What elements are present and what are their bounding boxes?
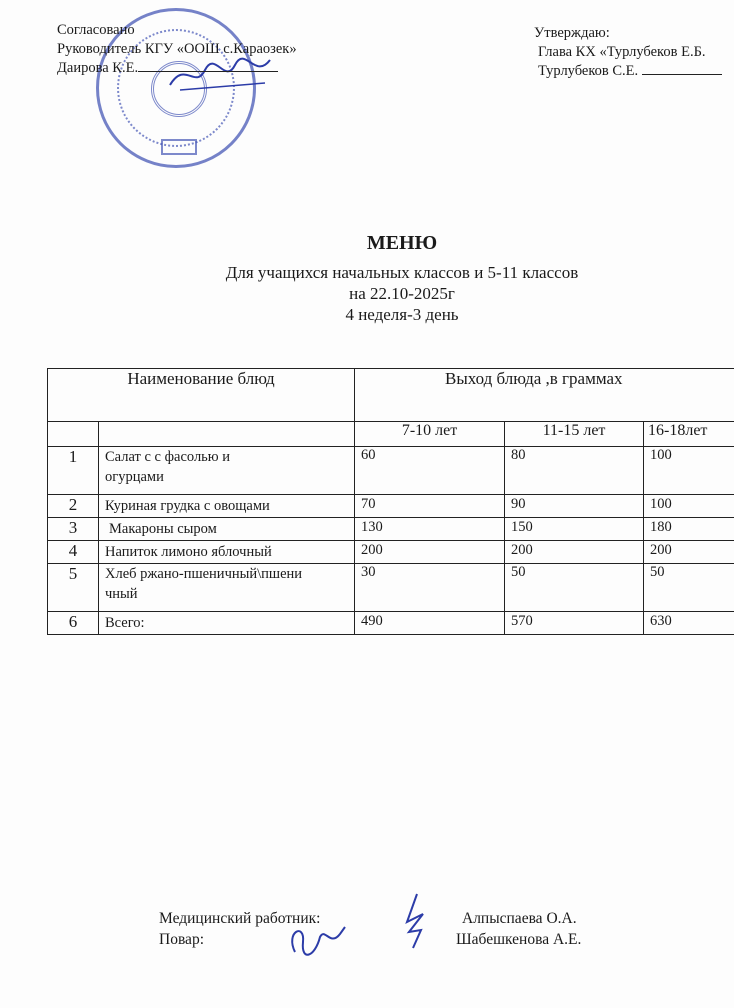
subtitle-audience: Для учащихся начальных классов и 5-11 классов bbox=[225, 263, 579, 282]
age-group: 16-18лет bbox=[644, 422, 734, 447]
dish-name: Куриная грудка с овощами bbox=[99, 495, 355, 518]
table-row bbox=[48, 541, 734, 564]
table-row bbox=[48, 518, 734, 541]
total-value: 490 bbox=[355, 612, 505, 635]
dish-name: Хлеб ржано-пшеничный\пшеничный bbox=[99, 564, 355, 612]
school-director-label: Руководитель КГУ «ООШ с.Караозек» bbox=[57, 41, 297, 57]
portion-value: 90 bbox=[505, 495, 644, 518]
menu-table bbox=[47, 368, 734, 635]
subtitle-date: на 22.10-2025г bbox=[349, 284, 455, 303]
medic-label: Медицинский работник: bbox=[159, 910, 321, 927]
table-header-row bbox=[48, 369, 734, 422]
dish-name: Салат с с фасолью и огурцами bbox=[99, 447, 355, 495]
page-title: МЕНЮ bbox=[366, 232, 438, 254]
portion-value: 200 bbox=[644, 541, 734, 564]
signature-line bbox=[642, 62, 722, 75]
portion-value: 70 bbox=[355, 495, 505, 518]
dish-name: Макароны сыром bbox=[99, 518, 355, 541]
age-group: 11-15 лет bbox=[505, 422, 644, 447]
approval-block-left bbox=[57, 21, 297, 78]
empty-cell bbox=[99, 422, 355, 447]
header-output: Выход блюда ,в граммах bbox=[355, 369, 734, 422]
portion-value: 150 bbox=[505, 518, 644, 541]
portion-value: 200 bbox=[505, 541, 644, 564]
table-row bbox=[48, 564, 734, 612]
row-number: 2 bbox=[48, 495, 99, 518]
portion-value: 100 bbox=[644, 495, 734, 518]
approve-label: Утверждаю: bbox=[534, 25, 610, 41]
portion-value: 60 bbox=[355, 447, 505, 495]
portion-value: 130 bbox=[355, 518, 505, 541]
portion-value: 50 bbox=[505, 564, 644, 612]
agreed-label: Согласовано bbox=[57, 22, 135, 38]
cook-name: Шабешкенова А.Е. bbox=[456, 931, 582, 948]
dish-name: Напиток лимоно яблочный bbox=[99, 541, 355, 564]
medic-signature-icon bbox=[395, 892, 435, 952]
table-row bbox=[48, 447, 734, 495]
signature-line bbox=[138, 59, 278, 72]
age-group: 7-10 лет bbox=[355, 422, 505, 447]
table-total-row bbox=[48, 612, 734, 635]
portion-value: 100 bbox=[644, 447, 734, 495]
header-dish-name: Наименование блюд bbox=[48, 369, 355, 422]
row-number: 3 bbox=[48, 518, 99, 541]
approval-block-right bbox=[534, 24, 722, 81]
subtitle-week-day: 4 неделя-3 день bbox=[345, 305, 459, 324]
table-row bbox=[48, 495, 734, 518]
total-label: Всего: bbox=[99, 612, 355, 635]
table-age-row bbox=[48, 422, 734, 447]
medic-name: Алпыспаева О.А. bbox=[462, 910, 577, 927]
farm-head-name: Турлубеков С.Е. bbox=[538, 63, 639, 79]
portion-value: 180 bbox=[644, 518, 734, 541]
row-number: 1 bbox=[48, 447, 99, 495]
cook-label: Повар: bbox=[159, 931, 204, 948]
total-value: 570 bbox=[505, 612, 644, 635]
row-number: 6 bbox=[48, 612, 99, 635]
empty-cell bbox=[48, 422, 99, 447]
farm-head-label: Глава КХ «Турлубеков Е.Б. bbox=[538, 44, 706, 60]
portion-value: 50 bbox=[644, 564, 734, 612]
row-number: 5 bbox=[48, 564, 99, 612]
director-name: Даирова К.Е. bbox=[57, 60, 139, 76]
portion-value: 30 bbox=[355, 564, 505, 612]
row-number: 4 bbox=[48, 541, 99, 564]
stamp-box bbox=[161, 139, 197, 155]
total-value: 630 bbox=[644, 612, 734, 635]
portion-value: 80 bbox=[505, 447, 644, 495]
portion-value: 200 bbox=[355, 541, 505, 564]
